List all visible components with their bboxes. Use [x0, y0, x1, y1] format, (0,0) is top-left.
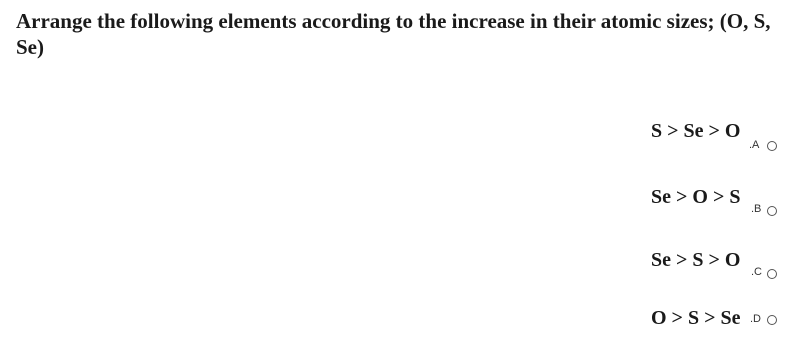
option-d-text: O > S > Se	[651, 307, 741, 329]
question-text: Arrange the following elements according to the increase in their atomic sizes; (O, S, Se)	[16, 9, 771, 59]
option-a-radio[interactable]	[767, 141, 777, 151]
option-b-text: Se > O > S	[651, 186, 741, 208]
option-d-letter: .D	[750, 313, 761, 325]
option-b-letter: .B	[751, 203, 762, 215]
option-c-radio[interactable]	[767, 269, 777, 279]
option-b-radio[interactable]	[767, 206, 777, 216]
option-a-text: S > Se > O	[651, 120, 741, 142]
option-c-letter: .C	[751, 266, 762, 278]
option-c-text: Se > S > O	[651, 249, 741, 271]
option-a-letter: .A	[749, 139, 760, 151]
option-d-radio[interactable]	[767, 315, 777, 325]
